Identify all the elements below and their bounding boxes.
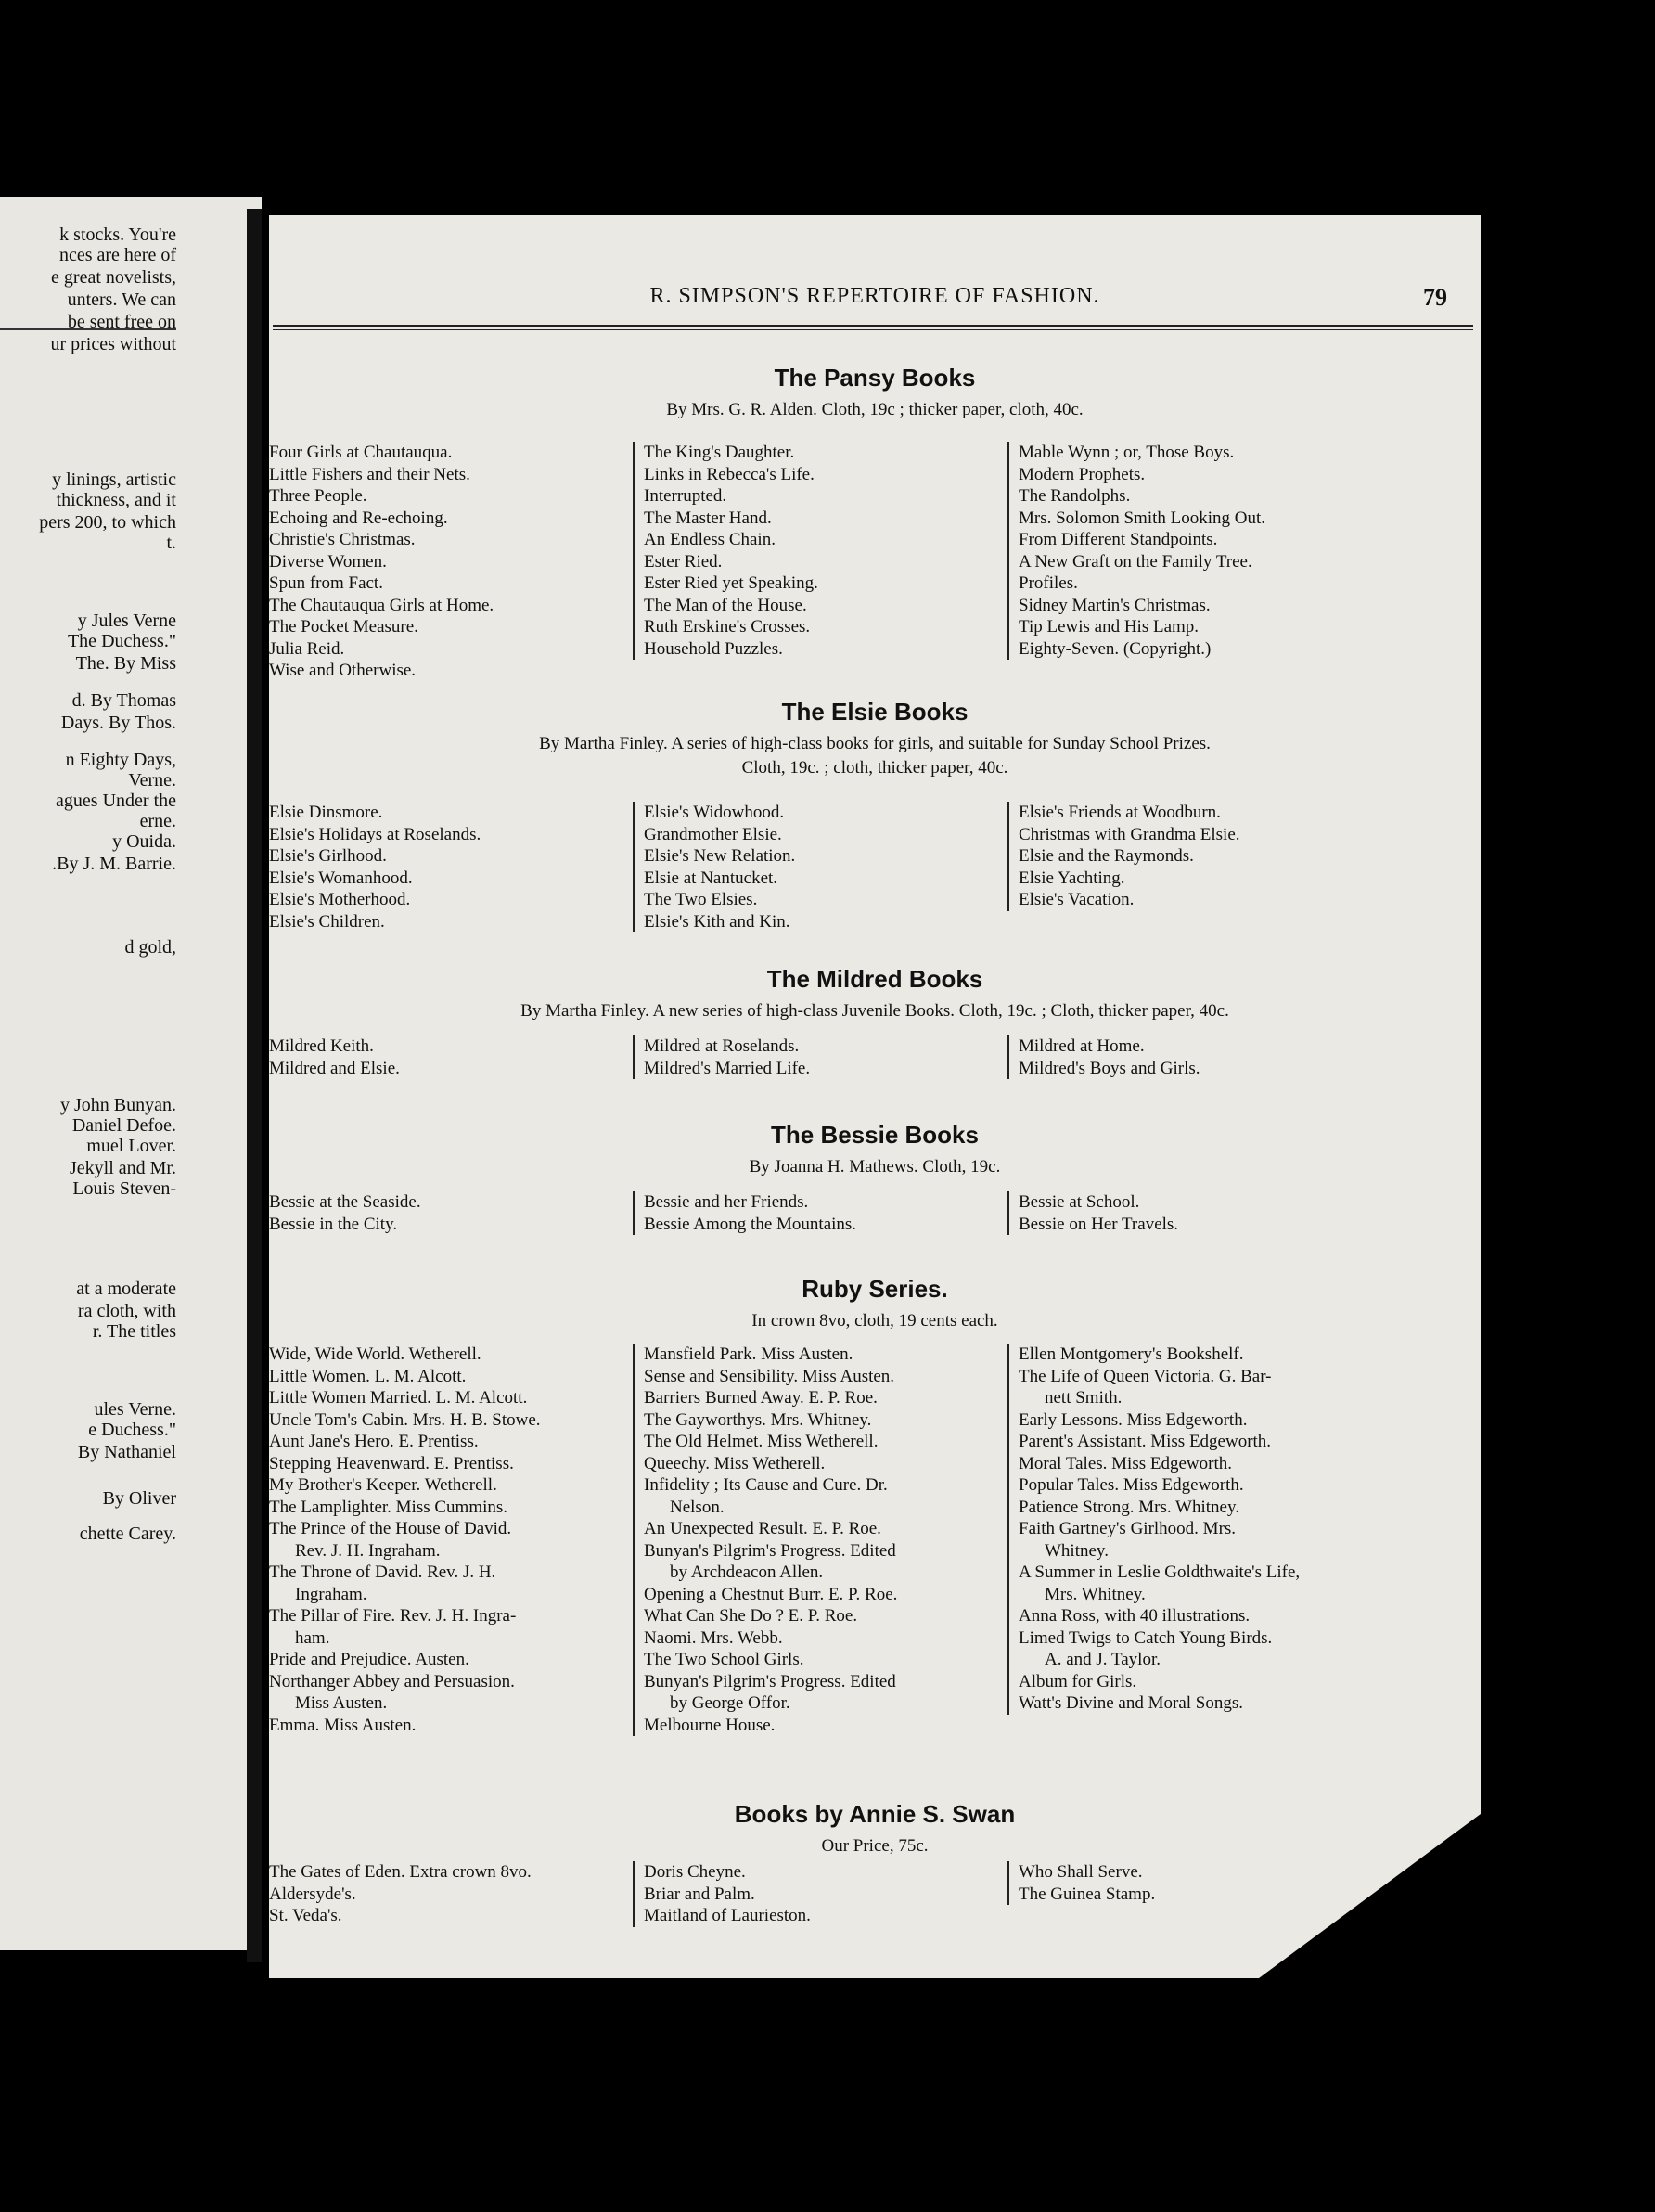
- book-title: Bessie at School.: [1019, 1192, 1140, 1212]
- column-2: [633, 1191, 1002, 1235]
- book-title: The Old Helmet. Miss Wetherell.: [644, 1432, 879, 1451]
- header-rule: [273, 325, 1473, 330]
- book-title: The Gates of Eden. Extra crown 8vo.: [269, 1862, 532, 1882]
- left-page-line: y Jules Verne: [77, 611, 176, 631]
- book-title: Faith Gartney's Girlhood. Mrs.: [1019, 1519, 1237, 1538]
- section-title: The Bessie Books: [771, 1121, 979, 1149]
- book-title: The Life of Queen Victoria. G. Bar-: [1019, 1366, 1272, 1386]
- book-title: Bessie Among the Mountains.: [644, 1214, 857, 1234]
- book-title: Patience Strong. Mrs. Whitney.: [1019, 1497, 1239, 1517]
- column-1: [269, 1861, 627, 1927]
- book-title: Elsie's Holidays at Roselands.: [269, 824, 481, 844]
- left-page-line: erne.: [139, 811, 176, 831]
- left-page-line: y Ouida.: [112, 831, 176, 852]
- section-title: The Elsie Books: [781, 698, 969, 726]
- section-3: [269, 1121, 1481, 1234]
- book-title: Uncle Tom's Cabin. Mrs. H. B. Stowe.: [269, 1409, 541, 1430]
- book-title: The Guinea Stamp.: [1019, 1884, 1156, 1904]
- book-title: What Can She Do ? E. P. Roe.: [644, 1606, 858, 1626]
- book-title: Briar and Palm.: [644, 1884, 755, 1904]
- book-title: The Lamplighter. Miss Cummins.: [269, 1497, 508, 1517]
- book-title: Early Lessons. Miss Edgeworth.: [1019, 1409, 1248, 1430]
- book-title: Stepping Heavenward. E. Prentiss.: [269, 1453, 514, 1473]
- catalog-page: [269, 215, 1481, 1978]
- book-title: Aunt Jane's Hero. E. Prentiss.: [269, 1432, 479, 1451]
- book-title: The Pocket Measure.: [269, 617, 418, 637]
- book-title: From Different Standpoints.: [1019, 530, 1218, 549]
- left-page-line: ra cloth, with: [77, 1301, 176, 1321]
- book-title: The Randolphs.: [1019, 486, 1131, 506]
- book-title: Watt's Divine and Moral Songs.: [1019, 1693, 1244, 1713]
- book-title: Wise and Otherwise.: [269, 661, 417, 680]
- section-title: Ruby Series.: [802, 1275, 948, 1303]
- book-title: The Prince of the House of David.: [269, 1519, 512, 1538]
- book-title: Parent's Assistant. Miss Edgeworth.: [1019, 1432, 1272, 1451]
- left-page-line: .By J. M. Barrie.: [52, 854, 176, 874]
- column-3: [1007, 1191, 1471, 1235]
- book-title: Ruth Erskine's Crosses.: [644, 617, 811, 637]
- left-page-line: Verne.: [128, 770, 176, 791]
- left-page-line: By Nathaniel: [77, 1442, 176, 1462]
- book-title: The King's Daughter.: [644, 443, 795, 462]
- book-title: A New Graft on the Family Tree.: [1019, 551, 1252, 572]
- book-title: Mrs. Whitney.: [1045, 1584, 1146, 1604]
- book-title: Bessie on Her Travels.: [1019, 1214, 1179, 1234]
- book-title: Elsie Yachting.: [1019, 868, 1125, 888]
- book-title: Aldersyde's.: [269, 1884, 356, 1904]
- left-page-line: agues Under the: [56, 791, 176, 811]
- book-title: A. and J. Taylor.: [1045, 1650, 1161, 1669]
- book-title: Rev. J. H. Ingraham.: [295, 1540, 441, 1561]
- book-title: Infidelity ; Its Cause and Cure. Dr.: [644, 1475, 888, 1495]
- book-title: by George Offor.: [670, 1693, 790, 1713]
- book-title: Ester Ried.: [644, 551, 723, 572]
- book-title: An Endless Chain.: [644, 530, 776, 549]
- book-title: Mildred Keith.: [269, 1036, 374, 1056]
- book-title: Profiles.: [1019, 573, 1078, 593]
- book-title: Elsie's Kith and Kin.: [644, 911, 790, 932]
- column-3: [1007, 1344, 1471, 1715]
- book-title: The Two School Girls.: [644, 1650, 804, 1669]
- left-page-line: n Eighty Days,: [65, 750, 176, 770]
- book-title: Limed Twigs to Catch Young Birds.: [1019, 1627, 1273, 1648]
- book-title: Elsie's Motherhood.: [269, 890, 411, 909]
- left-page-fragment: [0, 197, 262, 1950]
- book-title: Popular Tales. Miss Edgeworth.: [1019, 1475, 1244, 1495]
- book-title: Emma. Miss Austen.: [269, 1715, 417, 1735]
- column-1: [269, 442, 627, 682]
- book-title: Tip Lewis and His Lamp.: [1019, 617, 1200, 637]
- left-page-line: pers 200, to which: [39, 512, 176, 533]
- book-title: Naomi. Mrs. Webb.: [644, 1627, 783, 1648]
- book-title: Little Women Married. L. M. Alcott.: [269, 1388, 528, 1408]
- book-title: The Gayworthys. Mrs. Whitney.: [644, 1409, 872, 1430]
- book-title: The Chautauqua Girls at Home.: [269, 595, 494, 615]
- section-byline: By Martha Finley. A series of high-class books for girls, and suitable for Sunday School Prizes.: [539, 734, 1211, 753]
- column-2: [633, 1344, 1002, 1736]
- left-page-line: Days. By Thos.: [60, 713, 176, 733]
- book-title: Sidney Martin's Christmas.: [1019, 595, 1211, 615]
- left-page-line: k stocks. You're: [59, 225, 176, 245]
- book-title: Anna Ross, with 40 illustrations.: [1019, 1606, 1251, 1626]
- book-title: Mansfield Park. Miss Austen.: [644, 1344, 853, 1364]
- book-title: Links in Rebecca's Life.: [644, 464, 815, 484]
- left-page-line: nces are here of: [58, 245, 176, 265]
- left-page-line: t.: [166, 533, 176, 553]
- page-number: 79: [1423, 284, 1447, 311]
- book-title: Nelson.: [670, 1497, 725, 1517]
- left-page-line: The. By Miss: [75, 653, 176, 674]
- column-2: [633, 1035, 1002, 1079]
- book-title: Eighty-Seven. (Copyright.): [1019, 638, 1212, 659]
- book-title: Ester Ried yet Speaking.: [644, 573, 818, 593]
- book-title: A Summer in Leslie Goldthwaite's Life,: [1019, 1563, 1301, 1582]
- book-title: Mable Wynn ; or, Those Boys.: [1019, 443, 1235, 462]
- book-title: Christmas with Grandma Elsie.: [1019, 824, 1240, 844]
- column-2: [633, 442, 1002, 660]
- book-title: Grandmother Elsie.: [644, 824, 782, 844]
- section-1: [269, 698, 1481, 932]
- left-page-line: Louis Steven-: [72, 1178, 176, 1199]
- section-byline: Our Price, 75c.: [821, 1836, 929, 1856]
- book-title: Mrs. Solomon Smith Looking Out.: [1019, 508, 1266, 528]
- book-title: ham.: [295, 1627, 330, 1648]
- left-page-line: Daniel Defoe.: [71, 1115, 176, 1136]
- left-page-line: Jekyll and Mr.: [70, 1158, 176, 1178]
- book-title: Modern Prophets.: [1019, 464, 1146, 484]
- left-page-line: be sent free on: [67, 312, 176, 332]
- left-page-line: e Duchess.": [88, 1420, 176, 1440]
- section-title: Books by Annie S. Swan: [734, 1800, 1016, 1828]
- book-title: Elsie's Children.: [269, 911, 385, 932]
- book-title: Mildred at Home.: [1019, 1036, 1145, 1056]
- book-title: Three People.: [269, 486, 367, 506]
- book-title: Interrupted.: [644, 486, 727, 506]
- book-title: Miss Austen.: [295, 1693, 388, 1713]
- book-title: Who Shall Serve.: [1019, 1862, 1143, 1882]
- book-gutter: [247, 209, 262, 1962]
- left-page-line: thickness, and it: [56, 490, 176, 510]
- section-byline: In crown 8vo, cloth, 19 cents each.: [751, 1311, 998, 1331]
- left-page-line: ur prices without: [50, 334, 176, 354]
- column-2: [633, 1861, 1002, 1927]
- book-title: Bessie in the City.: [269, 1214, 398, 1234]
- book-title: Elsie's Womanhood.: [269, 868, 413, 888]
- left-page-line: chette Carey.: [79, 1524, 176, 1544]
- book-title: Ellen Montgomery's Bookshelf.: [1019, 1344, 1244, 1364]
- book-title: Elsie's Widowhood.: [644, 803, 785, 822]
- book-title: Elsie's Girlhood.: [269, 846, 387, 866]
- book-title: St. Veda's.: [269, 1906, 342, 1925]
- left-page-line: d. By Thomas: [71, 690, 176, 711]
- section-title: The Mildred Books: [766, 965, 983, 993]
- book-title: The Master Hand.: [644, 508, 772, 528]
- book-title: Elsie's Vacation.: [1019, 890, 1135, 909]
- book-title: Four Girls at Chautauqua.: [269, 443, 453, 462]
- book-title: Mildred's Married Life.: [644, 1058, 811, 1078]
- book-title: Sense and Sensibility. Miss Austen.: [644, 1366, 895, 1386]
- left-page-line: e great novelists,: [51, 267, 176, 288]
- book-title: The Man of the House.: [644, 595, 807, 615]
- left-page-line: r. The titles: [92, 1321, 176, 1342]
- book-title: Echoing and Re-echoing.: [269, 508, 448, 528]
- section-byline: By Mrs. G. R. Alden. Cloth, 19c ; thicker paper, cloth, 40c.: [666, 400, 1084, 419]
- book-title: Pride and Prejudice. Austen.: [269, 1650, 469, 1669]
- book-title: Elsie's New Relation.: [644, 846, 796, 866]
- book-title: Melbourne House.: [644, 1715, 776, 1735]
- book-title: Elsie and the Raymonds.: [1019, 846, 1194, 866]
- book-title: Doris Cheyne.: [644, 1862, 746, 1882]
- running-header: [269, 284, 1481, 315]
- section-title: The Pansy Books: [774, 364, 976, 392]
- book-title: Christie's Christmas.: [269, 530, 416, 549]
- book-title: Mildred and Elsie.: [269, 1058, 400, 1078]
- book-title: Little Women. L. M. Alcott.: [269, 1366, 467, 1386]
- column-1: [269, 1191, 627, 1235]
- book-title: Diverse Women.: [269, 551, 387, 572]
- book-title: Elsie at Nantucket.: [644, 868, 778, 888]
- left-page-line: y linings, artistic: [52, 469, 176, 490]
- book-title: Mildred at Roselands.: [644, 1036, 800, 1056]
- book-title: The Two Elsies.: [644, 890, 758, 909]
- column-1: [269, 802, 627, 932]
- book-title: Bunyan's Pilgrim's Progress. Edited: [644, 1671, 896, 1691]
- header-title: R. SIMPSON'S REPERTOIRE OF FASHION.: [649, 284, 1100, 308]
- book-title: Northanger Abbey and Persuasion.: [269, 1671, 515, 1691]
- book-title: Bunyan's Pilgrim's Progress. Edited: [644, 1540, 896, 1561]
- column-1: [269, 1035, 627, 1079]
- book-title: Moral Tales. Miss Edgeworth.: [1019, 1453, 1232, 1473]
- left-page-line: By Oliver: [102, 1488, 176, 1509]
- book-title: Mildred's Boys and Girls.: [1019, 1058, 1200, 1078]
- book-title: Elsie's Friends at Woodburn.: [1019, 803, 1221, 822]
- book-title: Little Fishers and their Nets.: [269, 464, 470, 484]
- book-title: Julia Reid.: [269, 638, 345, 659]
- left-page-line: ules Verne.: [94, 1399, 176, 1420]
- left-page-line: at a moderate: [76, 1279, 176, 1299]
- book-title: by Archdeacon Allen.: [670, 1563, 824, 1582]
- book-title: Ingraham.: [295, 1584, 367, 1604]
- book-title: The Pillar of Fire. Rev. J. H. Ingra-: [269, 1606, 517, 1626]
- column-3: [1007, 442, 1471, 660]
- column-2: [633, 802, 1002, 932]
- left-page-line: d gold,: [124, 937, 176, 958]
- book-title: Wide, Wide World. Wetherell.: [269, 1344, 481, 1364]
- book-title: nett Smith.: [1045, 1388, 1123, 1408]
- left-page-line: unters. We can: [67, 289, 176, 310]
- book-title: Household Puzzles.: [644, 638, 783, 659]
- section-2: [269, 965, 1481, 1078]
- book-title: My Brother's Keeper. Wetherell.: [269, 1475, 497, 1495]
- book-title: Spun from Fact.: [269, 573, 383, 593]
- section-4: [269, 1275, 1481, 1735]
- book-title: Album for Girls.: [1019, 1671, 1137, 1691]
- section-0: [269, 364, 1481, 680]
- section-byline-2: Cloth, 19c. ; cloth, thicker paper, 40c.: [741, 758, 1008, 778]
- book-title: Barriers Burned Away. E. P. Roe.: [644, 1388, 878, 1408]
- section-byline: By Martha Finley. A new series of high-class Juvenile Books. Cloth, 19c. ; Cloth, thicker paper, 40c.: [520, 1001, 1229, 1021]
- book-title: The Throne of David. Rev. J. H.: [269, 1563, 496, 1582]
- book-title: Whitney.: [1045, 1540, 1109, 1561]
- book-title: An Unexpected Result. E. P. Roe.: [644, 1519, 881, 1538]
- column-1: [269, 1344, 627, 1736]
- book-title: Queechy. Miss Wetherell.: [644, 1453, 826, 1473]
- left-page-line: y John Bunyan.: [60, 1095, 176, 1115]
- left-page-line: The Duchess.": [67, 631, 176, 651]
- left-page-line: muel Lover.: [86, 1136, 176, 1156]
- book-title: Elsie Dinsmore.: [269, 803, 383, 822]
- book-title: Opening a Chestnut Burr. E. P. Roe.: [644, 1584, 898, 1604]
- book-title: Maitland of Laurieston.: [644, 1906, 811, 1925]
- column-3: [1007, 802, 1471, 911]
- section-byline: By Joanna H. Mathews. Cloth, 19c.: [749, 1157, 1001, 1177]
- torn-corner: [1234, 1811, 1481, 1978]
- book-title: Bessie at the Seaside.: [269, 1192, 421, 1212]
- book-title: Bessie and her Friends.: [644, 1192, 809, 1212]
- column-3: [1007, 1035, 1471, 1079]
